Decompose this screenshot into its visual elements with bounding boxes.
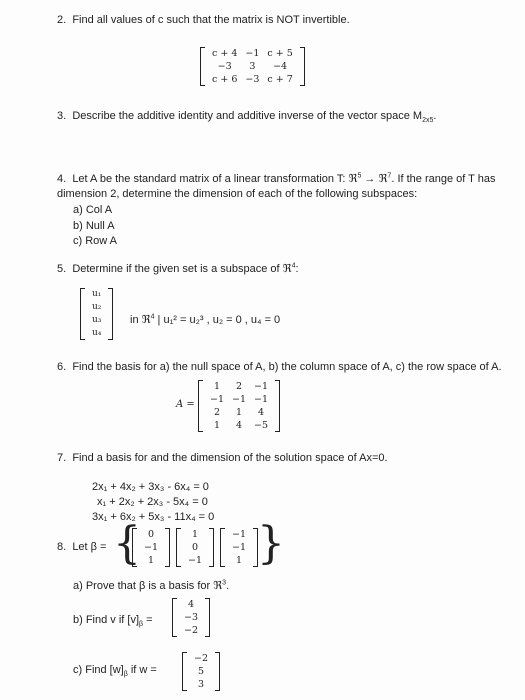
problem-6-text: Find the basis for a) the null space of A, b) the column space of A, c) the row space of A. bbox=[72, 361, 502, 373]
problem-6-matrix-label: A = bbox=[176, 399, 195, 410]
problem-8-part-a-sup: 3 bbox=[222, 579, 227, 587]
matrix-entry: u₂ bbox=[92, 302, 102, 312]
problem-4-line-2: dimension 2, determine the dimension of each of the following subspaces: bbox=[57, 188, 418, 200]
problem-8-part-c-vector bbox=[182, 652, 220, 691]
problem-8-vector-1 bbox=[132, 528, 170, 567]
matrix-entry: −2 bbox=[184, 625, 199, 636]
problem-4-sup-2: 7 bbox=[387, 172, 392, 180]
problem-4-text: Let A be the standard matrix of a linear transformation T: ℜ bbox=[72, 173, 358, 185]
problem-8-label bbox=[57, 541, 106, 553]
matrix-entry: −1 bbox=[210, 394, 225, 405]
matrix-entry: 1 bbox=[235, 555, 243, 566]
matrix-entry: 4 bbox=[236, 420, 243, 431]
problem-5-condition-prefix: in ℜ bbox=[130, 314, 151, 326]
problem-8-part-b bbox=[73, 614, 153, 628]
problem-8-comma-1: , bbox=[168, 554, 172, 566]
problem-8-comma-2: , bbox=[212, 554, 216, 566]
problem-5-condition-text: | u₁² = u₂³ , u₂ = 0 , u₄ = 0 bbox=[154, 314, 281, 326]
problem-8-part-a-text: a) Prove that β is a basis for ℜ bbox=[73, 580, 223, 592]
problem-6-matrix bbox=[198, 380, 280, 432]
matrix-entry: 3 bbox=[249, 61, 256, 72]
problem-7 bbox=[57, 452, 388, 464]
problem-8-vector-2 bbox=[176, 528, 214, 567]
matrix-entry: 1 bbox=[236, 407, 243, 418]
problem-8-part-a bbox=[73, 579, 229, 592]
matrix-entry: −1 bbox=[254, 394, 269, 405]
problem-4-part-a: a) Col A bbox=[73, 204, 113, 216]
problem-4-sup-1: 5 bbox=[357, 172, 362, 180]
matrix-entry: 1 bbox=[147, 555, 155, 566]
problem-8-part-b-vector bbox=[172, 598, 210, 637]
problem-2-number: 2. bbox=[57, 14, 67, 26]
problem-7-equation-1: 2x₁ + 4x₂ + 3x₃ - 6x₄ = 0 bbox=[92, 481, 209, 493]
problem-3-text: Describe the additive identity and additive inverse of the vector space M bbox=[72, 110, 423, 122]
problem-5-text: Determine if the given set is a subspace of ℜ bbox=[72, 263, 292, 275]
matrix-entry: 0 bbox=[191, 542, 199, 553]
matrix-entry: c + 5 bbox=[267, 48, 293, 59]
matrix-entry: −3 bbox=[245, 74, 260, 85]
problem-2-text: Find all values of c such that the matrix is NOT invertible. bbox=[72, 14, 350, 26]
problem-8-part-c bbox=[73, 664, 157, 678]
matrix-entry: 2 bbox=[236, 381, 243, 392]
problem-3 bbox=[57, 110, 436, 124]
problem-8-part-a-period: . bbox=[226, 580, 230, 592]
matrix-entry: c + 7 bbox=[267, 74, 293, 85]
matrix-entry: −5 bbox=[254, 420, 269, 431]
problem-8-part-c-sub: β bbox=[123, 671, 128, 679]
problem-3-period: . bbox=[433, 110, 437, 122]
problem-8-left-brace: { bbox=[113, 518, 141, 569]
matrix-entry: −4 bbox=[273, 61, 288, 72]
matrix-entry: −1 bbox=[254, 381, 269, 392]
problem-5 bbox=[57, 262, 299, 275]
matrix-entry: −1 bbox=[232, 529, 247, 540]
problem-7-number: 7. bbox=[57, 452, 67, 464]
problem-8-part-c-if: if w = bbox=[127, 664, 157, 676]
matrix-entry: 1 bbox=[191, 529, 199, 540]
matrix-entry: u₁ bbox=[92, 289, 102, 299]
problem-8-right-brace: } bbox=[257, 518, 285, 569]
problem-4-number: 4. bbox=[57, 173, 67, 185]
problem-7-text: Find a basis for and the dimension of the solution space of Ax=0. bbox=[72, 452, 388, 464]
problem-8-part-b-equals: = bbox=[143, 614, 153, 626]
problem-4-line-1 bbox=[57, 172, 496, 185]
matrix-entry: c + 6 bbox=[212, 74, 238, 85]
problem-3-subscript: 2x5 bbox=[422, 117, 434, 125]
matrix-entry: −3 bbox=[217, 61, 232, 72]
problem-8-part-b-text: b) Find v if [v] bbox=[73, 614, 140, 626]
problem-4-part-b: b) Null A bbox=[73, 220, 115, 232]
matrix-entry: −3 bbox=[184, 612, 199, 623]
matrix-entry: −1 bbox=[232, 542, 247, 553]
matrix-entry: −2 bbox=[194, 653, 209, 664]
problem-5-number: 5. bbox=[57, 263, 67, 275]
matrix-entry: 3 bbox=[197, 679, 205, 690]
problem-5-vector bbox=[80, 288, 113, 340]
matrix-entry: 4 bbox=[187, 599, 195, 610]
matrix-entry: −1 bbox=[232, 394, 247, 405]
problem-8-beta-label: Let β = bbox=[72, 541, 107, 553]
matrix-entry: u₃ bbox=[92, 315, 102, 325]
problem-8-vector-3 bbox=[220, 528, 258, 567]
problem-8-part-b-sub: β bbox=[139, 621, 144, 629]
problem-8-part-c-text: c) Find [w] bbox=[73, 664, 124, 676]
problem-5-sup: 4 bbox=[291, 262, 296, 270]
matrix-entry: −1 bbox=[188, 555, 203, 566]
problem-7-equation-2: x₁ + 2x₂ + 2x₃ - 5x₄ = 0 bbox=[97, 496, 208, 508]
matrix-entry: −1 bbox=[245, 48, 260, 59]
matrix-entry: 5 bbox=[197, 666, 205, 677]
matrix-entry: 1 bbox=[213, 420, 221, 431]
problem-2-matrix bbox=[200, 47, 305, 86]
problem-4-part-c: c) Row A bbox=[73, 235, 118, 247]
problem-5-condition bbox=[130, 313, 280, 326]
matrix-entry: c + 4 bbox=[212, 48, 238, 59]
matrix-entry: 2 bbox=[213, 407, 221, 418]
problem-7-equation-3: 3x₁ + 6x₂ + 5x₃ - 11x₄ = 0 bbox=[92, 511, 215, 523]
matrix-entry: 0 bbox=[147, 529, 155, 540]
problem-4-text-cont: . If the range of T has bbox=[391, 173, 496, 185]
matrix-entry: u₄ bbox=[92, 328, 102, 338]
matrix-entry: 4 bbox=[258, 407, 265, 418]
problem-8-number: 8. bbox=[57, 541, 67, 553]
problem-2 bbox=[57, 14, 350, 26]
problem-3-number: 3. bbox=[57, 110, 67, 122]
matrix-entry: −1 bbox=[144, 542, 159, 553]
problem-5-colon: : bbox=[295, 263, 299, 275]
matrix-entry: 1 bbox=[213, 381, 221, 392]
problem-5-condition-sup: 4 bbox=[150, 313, 155, 321]
problem-6 bbox=[57, 361, 502, 373]
problem-4-arrow: → ℜ bbox=[361, 173, 388, 185]
problem-6-number: 6. bbox=[57, 361, 67, 373]
